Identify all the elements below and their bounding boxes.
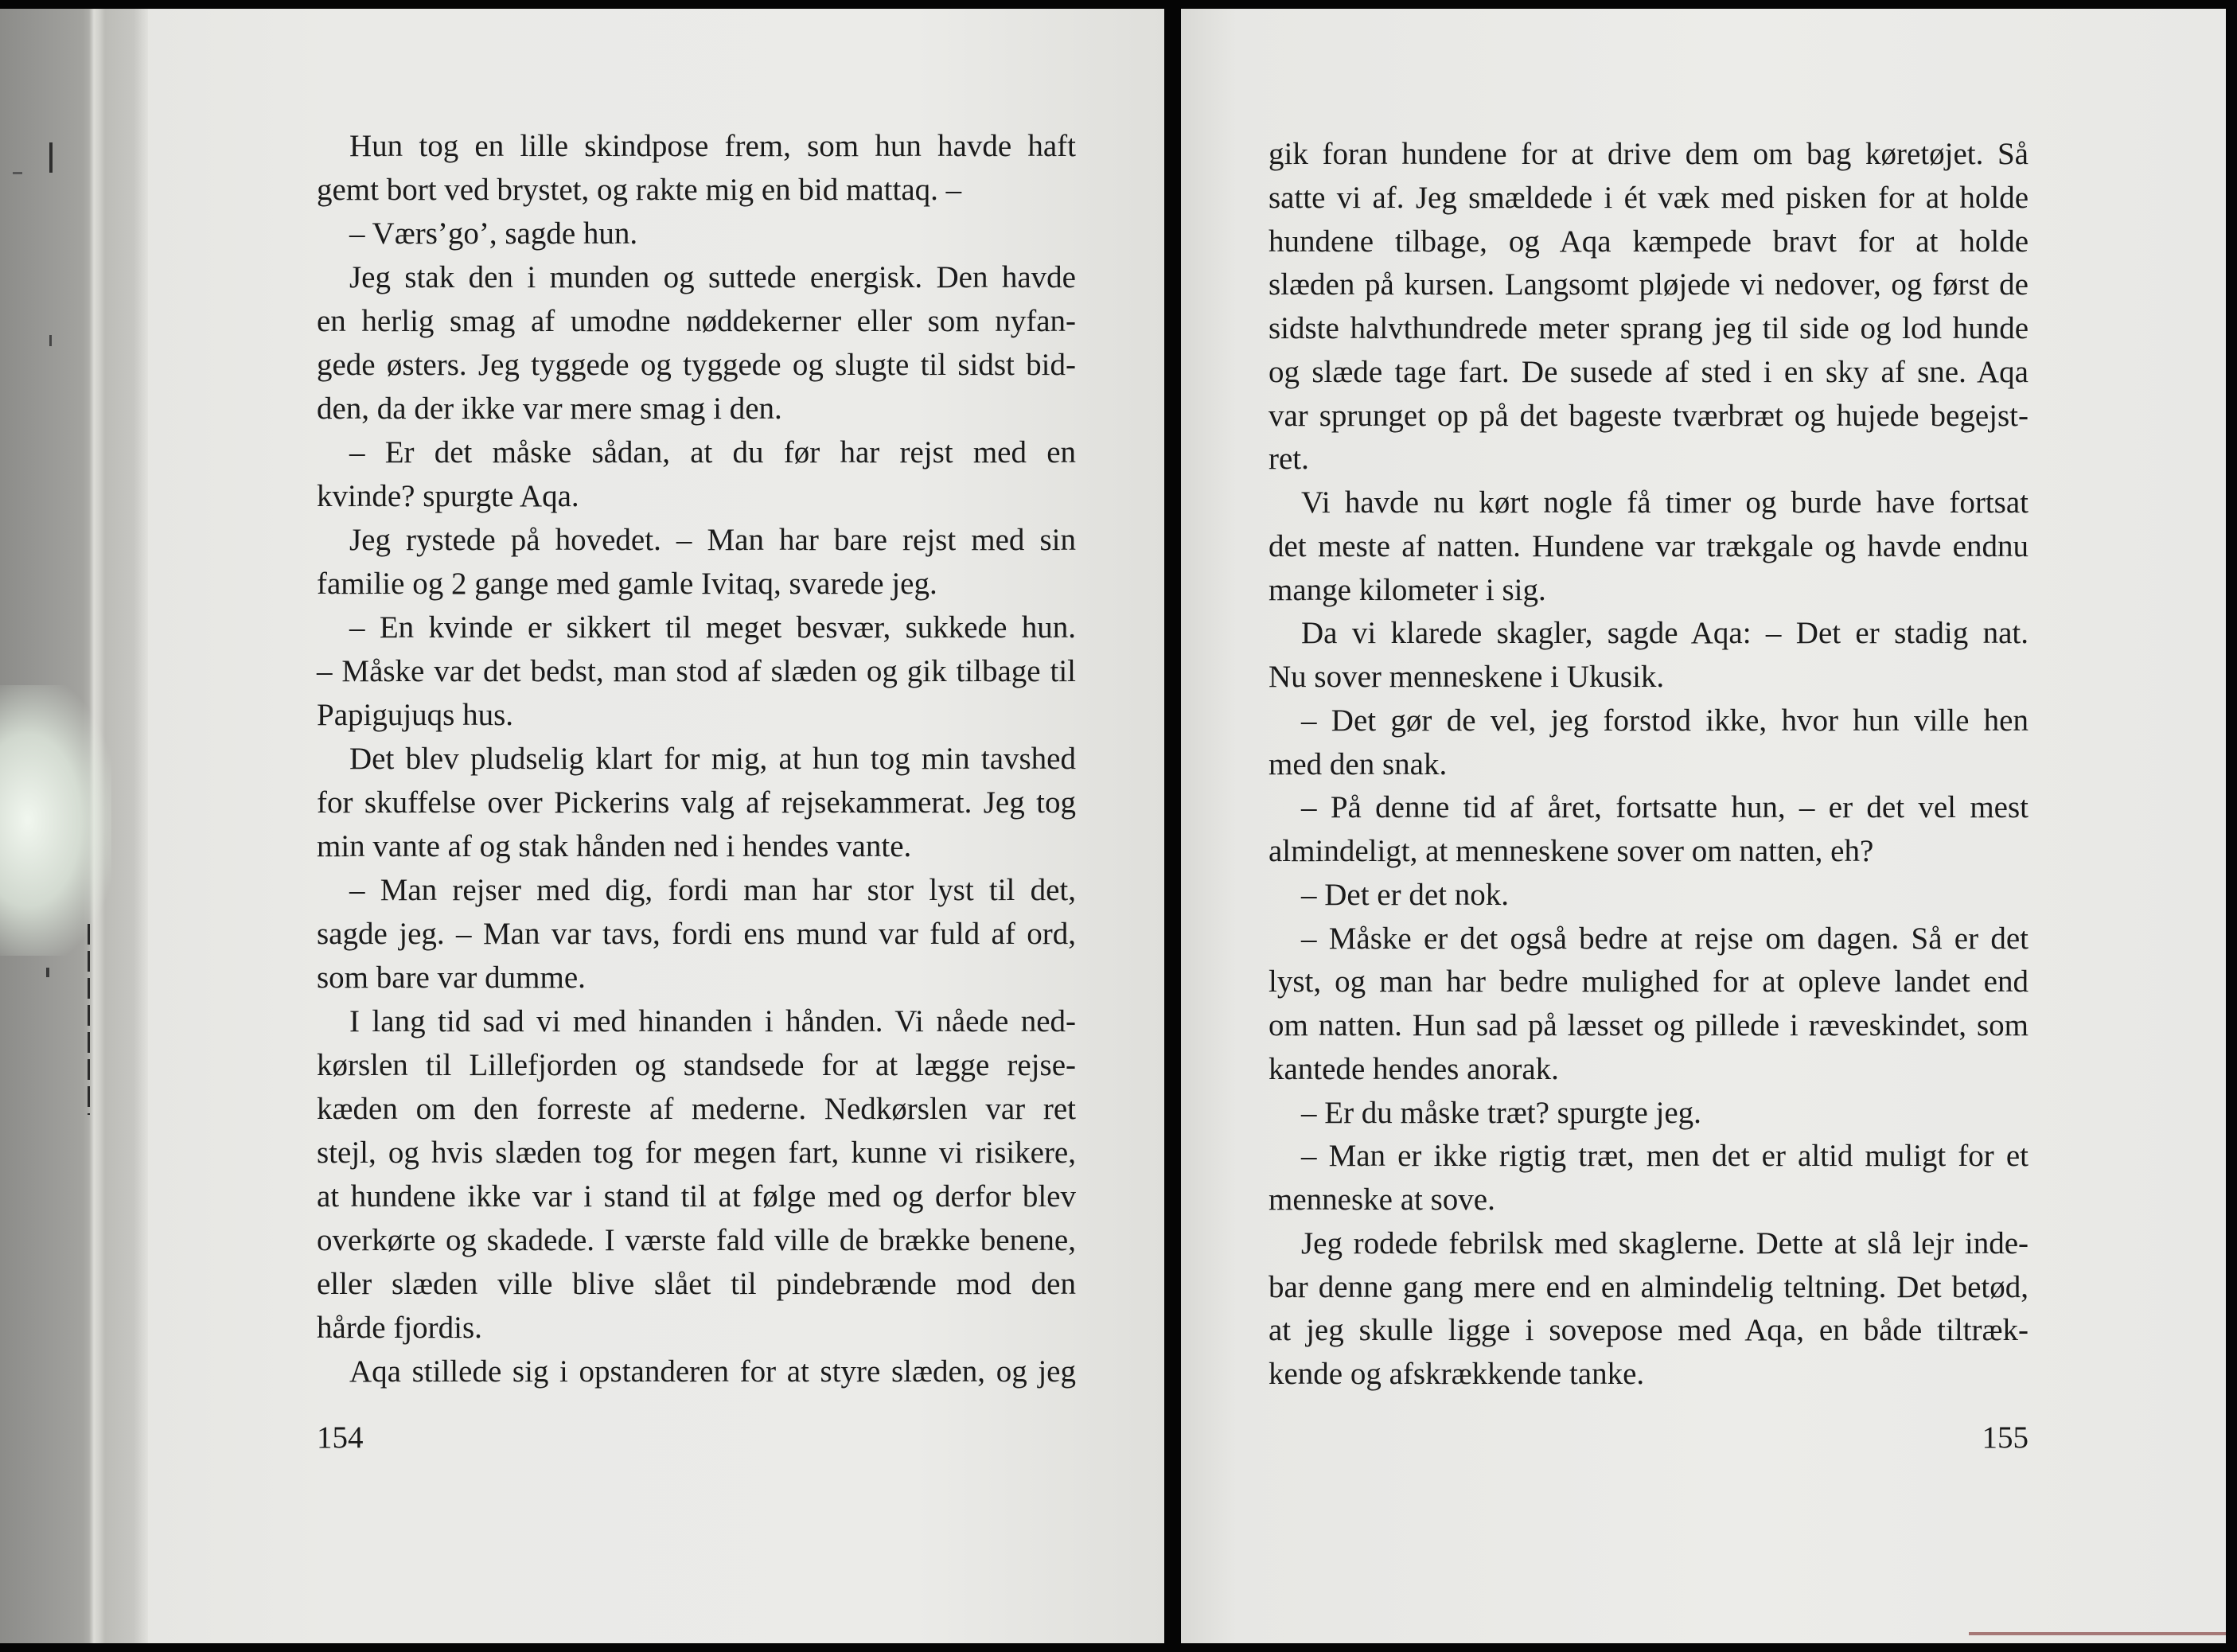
text-line: kende og afskrækkende tanke. [1269,1357,1645,1391]
text-line: hundene tilbage, og Aqa kæmpede bravt for at holde [1269,224,2028,259]
text-line: kørslen til Lillefjorden og standsede for at lægge rejse- [317,1048,1076,1082]
page-number: 154 [317,1420,364,1455]
text-line: – En kvinde er sikkert til meget besvær, sukkede hun. [349,610,1076,645]
paragraph [317,606,1076,737]
paragraph [317,431,1076,518]
paragraph [1269,481,2028,612]
text-line: – Man er ikke rigtig træt, men det er altid muligt for et [1301,1139,2028,1174]
text-line: – Er det måske sådan, at du før har rejst med en [349,435,1076,469]
text-line: almindeligt, at menneskene sover om natten, eh? [1269,834,1874,868]
text-line: slæden på kursen. Langsomt pløjede vi nedover, og først de [1269,267,2028,302]
right-page [1181,9,2226,1643]
text-line: hårde fjordis. [317,1311,482,1345]
text-line: ret. [1269,442,1309,477]
text-line: – Er du måske træt? spurgte jeg. [1301,1095,1701,1130]
text-line: I lang tid sad vi med hinanden i hånden. Vi nåede ned- [349,1004,1076,1038]
text-line: med den snak. [1269,746,1448,781]
cover-edge-line [1969,1632,2226,1635]
text-line: kvinde? spurgte Aqa. [317,479,579,513]
text-line: overkørte og skadede. I værste fald ville de brække benene, [317,1223,1076,1257]
text-line: det meste af natten. Hundene var trækgale og havde endnu [1269,528,2028,563]
text-line: Det blev pludselig klart for mig, at hun tog min tavshed [349,742,1076,776]
text-line: Hun tog en lille skindpose frem, som hun havde haft [349,129,1076,163]
text-line: Vi havde nu kørt nogle få timer og burde have fortsat [1301,485,2028,520]
text-line: at jeg skulle ligge i sovepose med Aqa, en både tiltræk- [1269,1313,2028,1348]
paragraph [1269,133,2028,481]
right-page-body [1269,133,2028,1397]
text-line: – På denne tid af året, fortsatte hun, – er det vel mest [1301,790,2028,825]
paragraph [1269,699,2028,787]
scan-artifact-mark [13,172,22,174]
paragraph [317,868,1076,999]
paragraph [1269,786,2028,874]
scan-artifact-mark [49,142,53,173]
text-line: – Måske er det også bedre at rejse om dagen. Så er det [1301,921,2028,956]
text-line: Da vi klarede skagler, sagde Aqa: – Det er stadig nat. [1301,616,2028,651]
text-line: kantede hendes anorak. [1269,1051,1559,1086]
text-line: menneske at sove. [1269,1183,1495,1217]
paragraph [1269,612,2028,699]
text-line: den, da der ikke var mere smag i den. [317,392,782,426]
text-line: familie og 2 gange med gamle Ivitaq, svarede jeg. [317,567,937,601]
paragraph [1269,1135,2028,1222]
text-line: Jeg stak den i munden og suttede energisk. Den havde [349,260,1076,294]
scan-artifact-mark [49,335,52,346]
paragraph [317,999,1076,1350]
text-line: Aqa stillede sig i opstanderen for at styre slæden, og jeg [349,1354,1076,1389]
paragraph [1269,918,2028,1092]
left-page [0,9,1164,1643]
paragraph [317,124,1076,212]
paragraph [317,212,1076,255]
scan-artifact-line [88,924,90,1115]
paragraph [1269,1092,2028,1136]
text-line: – Måske var det bedst, man stod af slæden og gik tilbage til [317,654,1076,688]
paragraph [317,518,1076,606]
text-line: at hundene ikke var i stand til at følge med og derfor blev [317,1179,1076,1214]
left-page-body [317,124,1076,1393]
text-line: kæden om den forreste af mederne. Nedkørslen var ret [317,1092,1076,1126]
text-line: for skuffelse over Pickerins valg af rejsekammerat. Jeg tog [317,785,1076,820]
gutter [1164,0,1181,1652]
page-number: 155 [1982,1420,2028,1455]
text-line: Jeg rodede febrilsk med skaglerne. Dette at slå lejr inde- [1301,1225,2028,1260]
paragraph [317,255,1076,431]
text-line: mange kilometer i sig. [1269,572,1546,607]
text-line: satte vi af. Jeg smældede i ét væk med pisken for at holde [1269,180,2028,215]
text-line: gede østers. Jeg tyggede og tyggede og slugte til sidst bid- [317,348,1076,382]
text-line: som bare var dumme. [317,960,586,995]
text-line: bar denne gang mere end en almindelig teltning. Det betød, [1269,1269,2028,1304]
text-line: – Det gør de vel, jeg forstod ikke, hvor hun ville hen [1301,703,2028,738]
text-line: sagde jeg. – Man var tavs, fordi ens mund var fuld af ord, [317,917,1076,951]
text-line: Nu sover menneskene i Ukusik. [1269,660,1665,694]
text-line: Jeg rystede på hovedet. – Man har bare rejst med sin [349,523,1076,557]
text-line: stejl, og hvis slæden tog for megen fart, kunne vi risikere, [317,1136,1076,1170]
text-line: – Det er det nok. [1301,877,1510,912]
paragraph [317,1350,1076,1393]
text-line: sidste halvthundrede meter sprang jeg til side og lod hunde [1269,311,2028,345]
text-line: – Værs’go’, sagde hun. [349,216,638,251]
text-line: gik foran hundene for at drive dem om bag køretøjet. Så [1269,137,2028,171]
text-line: og slæde tage fart. De susede af sted i en sky af sne. Aqa [1269,354,2028,389]
text-line: eller slæden ville blive slået til pindebrænde mod den [317,1267,1076,1301]
paragraph [317,737,1076,868]
text-line: gemt bort ved brystet, og rakte mig en bid mattaq. – [317,173,962,207]
text-line: var sprunget op på det bageste tværbræt og hujede begejst- [1269,398,2028,433]
text-line: lyst, og man har bedre mulighed for at opleve landet end [1269,964,2028,999]
scan-artifact-mark [46,968,49,977]
paragraph [1269,1222,2028,1397]
scan-light-blotch [0,685,111,956]
text-line: en herlig smag af umodne nøddekerner eller som nyfan- [317,304,1076,338]
text-line: – Man rejser med dig, fordi man har stor lyst til det, [349,873,1076,907]
text-line: om natten. Hun sad på læsset og pillede i ræveskindet, som [1269,1008,2028,1042]
text-line: min vante af og stak hånden ned i hendes vante. [317,829,912,863]
text-line: Papigujuqs hus. [317,698,514,732]
paragraph [1269,874,2028,918]
